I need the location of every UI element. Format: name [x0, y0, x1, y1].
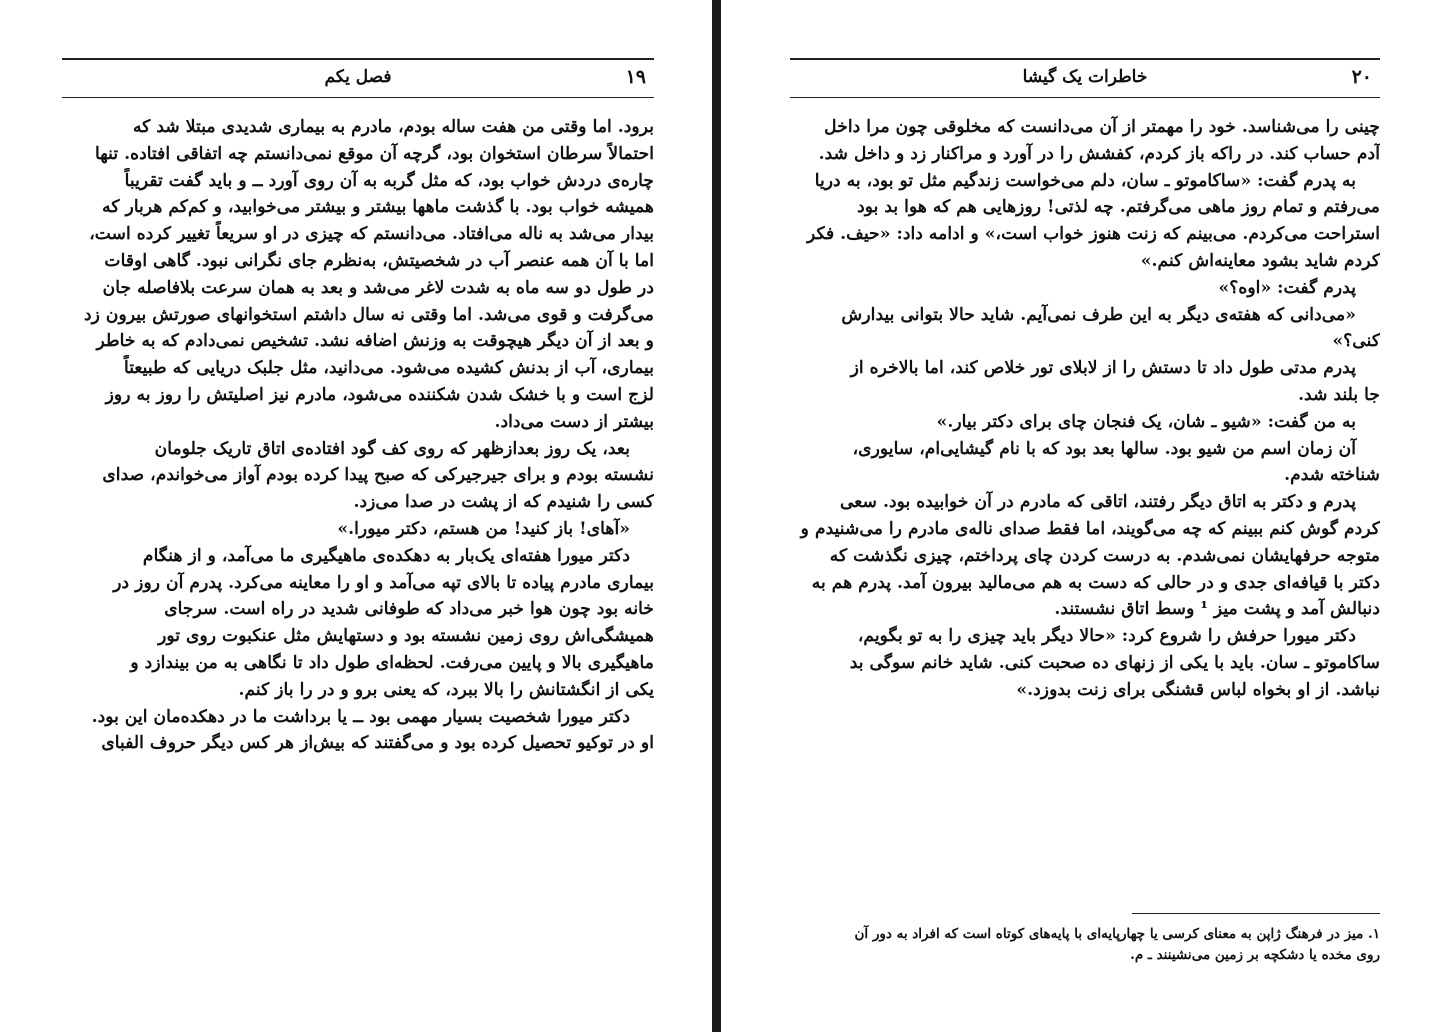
right-page-header: [790, 58, 1380, 98]
left-running-title: فصل یکم: [324, 67, 392, 87]
text-line: بیماری مادرم پیاده تا بالای تپه می‌آمد و او را معاینه می‌کرد. پدرم آن روز در: [113, 572, 654, 593]
text-line: به پدرم گفت: «ساکاموتو ـ سان، دلم می‌خواست زندگیم مثل تو بود، به دریا: [814, 170, 1356, 191]
text-line: دکتر میورا حرفش را شروع کرد: «حالا دیگر باید چیزی را به تو بگویم،: [857, 626, 1356, 647]
right-page: [722, 0, 1430, 1032]
text-line: نباشد. از او بخواه لباس قشنگی برای زنت بدوزد.»: [1016, 679, 1380, 700]
text-line: اما با آن همه عنصر آب در شخصیتش، به‌نظرم جای نگرانی نبود. گاهی اوقات: [104, 250, 654, 271]
text-line: کردم شاید بشود معاینه‌اش کنم.»: [1140, 250, 1380, 271]
text-line: پدرم گفت: «اوه؟»: [1218, 277, 1356, 298]
right-page-number: ۲۰: [1351, 66, 1372, 88]
footnote-divider: [1132, 913, 1380, 914]
text-line: دنبالش آمد و پشت میز ¹ وسط اتاق نشستند.: [1054, 599, 1380, 620]
text-line: می‌گرفت و قوی می‌شد. اما وقتی نه سال داشتم استخوانهای صورتش بیرون زد: [83, 304, 654, 325]
text-line: آن زمان اسم من شیو بود. سالها بعد بود که با نام گیشایی‌ام، سایوری،: [852, 438, 1356, 459]
text-line: دکتر میورا هفته‌ای یک‌بار به دهکده‌ی ماهیگیری ما می‌آمد، و از هنگام: [142, 545, 630, 566]
footnote-line: روی مخده یا دشکچه بر زمین می‌نشینند ـ م.: [1130, 947, 1380, 963]
left-page-body: [62, 114, 654, 757]
book-spine-gutter: [712, 0, 721, 1032]
text-line: ساکاموتو ـ سان. باید با یکی از زنهای ده صحبت کنی. شاید خانم سوگی بد: [849, 652, 1380, 673]
text-line: لزج است و با خشک شدن شکننده می‌شود، مادرم نیز اصلیتش را روز به روز: [105, 384, 654, 405]
text-line: احتمالاً سرطان استخوان بود، گرچه آن موقع نمی‌دانستم چه اتفاقی افتاده. تنها: [94, 143, 654, 164]
right-running-title: خاطرات یک گیشا: [1022, 67, 1148, 87]
text-line: پدرم و دکتر به اتاق دیگر رفتند، اتاقی که مادرم در آن خوابیده بود. سعی: [839, 492, 1356, 513]
text-line: استراحت می‌کردم. می‌بینم که زنت هنوز خواب است،» و ادامه داد: «حیف. فکر: [807, 224, 1380, 245]
footnote-line: ۱. میز در فرهنگ ژاپن به معنای کرسی یا چهارپایه‌ای با پایه‌های کوتاه است که افراد به دور آن: [854, 926, 1380, 942]
text-line: کنی؟»: [1332, 331, 1380, 352]
text-line: دکتر با قیافه‌ای جدی و در حالی که دست به هم می‌مالید بیرون آمد. پدرم هم به: [811, 572, 1380, 593]
text-line: چینی را می‌شناسد. خود را مهمتر از آن می‌دانست که مخلوقی چون مرا داخل: [824, 117, 1380, 137]
left-page: [0, 0, 712, 1032]
text-line: به من گفت: «شیو ـ شان، یک فنجان چای برای دکتر بیار.»: [936, 411, 1356, 432]
text-line: شناخته شدم.: [1284, 465, 1380, 486]
right-page-body: [790, 114, 1380, 704]
left-page-number: ۱۹: [625, 66, 646, 88]
text-line: یکی از انگشتانش را بالا ببرد، که یعنی برو و در را باز کنم.: [238, 679, 654, 700]
text-line: همیشه خواب بود. با گذشت ماهها بیشتر و بیشتر می‌خوابید، و کم‌کم هربار که: [102, 197, 654, 218]
text-line: آدم حساب کند. در راکه باز کردم، کفشش را در آورد و مراکنار زد و داخل شد.: [818, 143, 1380, 164]
text-line: و بعد از آن دیگر هیچوقت به وزنش اضافه نشد. تشخیص نمی‌دادم که به خاطر: [96, 331, 654, 352]
text-line: پدرم مدتی طول داد تا دستش را از لابلای تور خلاص کند، اما بالاخره از: [850, 358, 1356, 379]
text-line: ماهیگیری بالا و پایین می‌رفت. لحظه‌ای طول داد تا نگاهی به من بیندازد و: [130, 652, 654, 673]
text-line: «آهای! باز کنید! من هستم، دکتر میورا.»: [337, 518, 630, 539]
text-line: دکتر میورا شخصیت بسیار مهمی بود ــ یا برداشت ما در دهکده‌مان این بود.: [91, 706, 630, 727]
text-line: بیدار می‌شد به ناله می‌افتاد. می‌دانستم که چیزی در او سریعاً تغییر کرده است،: [89, 224, 654, 245]
text-line: خانه بود چون هوا خبر می‌داد که طوفانی شدید در راه است. سرجای: [164, 599, 654, 620]
text-line: «می‌دانی که هفته‌ی دیگر به این طرف نمی‌آیم. شاید حالا بتوانی بیدارش: [841, 304, 1356, 325]
text-line: بعد، یک روز بعدازظهر که روی کف گود افتاده‌ی اتاق تاریک جلومان: [154, 438, 630, 459]
text-line: همیشگی‌اش روی زمین نشسته بود و دستهایش مثل عنکبوت روی تور: [158, 626, 654, 647]
text-line: کسی را شنیدم که از پشت در صدا می‌زد.: [353, 492, 654, 513]
text-line: متوجه حرفهایشان نمی‌شدم. به درست کردن چای پرداختم، چیزی نگذشت که: [829, 545, 1380, 566]
text-line: برود. اما وقتی من هفت ساله بودم، مادرم به بیماری شدیدی مبتلا شد که: [132, 117, 654, 137]
text-line: کردم گوش کنم ببینم که چه می‌گویند، اما فقط صدای ناله‌ی مادرم را می‌شنیدم و: [800, 518, 1380, 539]
text-line: بیماری، آب از بدنش کشیده می‌شود. می‌دانید، مثل جلبک دریایی که طبیعتاً: [123, 358, 654, 379]
footnote: [790, 924, 1380, 966]
text-line: بیشتر از دست می‌داد.: [494, 411, 654, 432]
text-line: چاره‌ی دردش خواب بود، که مثل گربه به آن روی آورد ــ و باید گفت تقریباً: [124, 170, 654, 191]
text-line: نشسته بودم و برای جیرجیرکی که صبح پیدا کرده بودم آواز می‌خواندم، صدای: [102, 465, 654, 486]
text-line: او در توکیو تحصیل کرده بود و می‌گفتند که بیش‌از هر کس دیگر حروف الفبای: [101, 733, 654, 754]
text-line: جا بلند شد.: [1298, 384, 1380, 405]
text-line: می‌رفتم و تمام روز ماهی می‌گرفتم. چه لذتی! روزهایی هم که هوا بد بود: [857, 197, 1380, 218]
left-page-header: [62, 58, 654, 98]
text-line: در طول دو سه ماه به شدت لاغر می‌شد و بعد به همان سرعت بلافاصله جان: [102, 277, 654, 298]
